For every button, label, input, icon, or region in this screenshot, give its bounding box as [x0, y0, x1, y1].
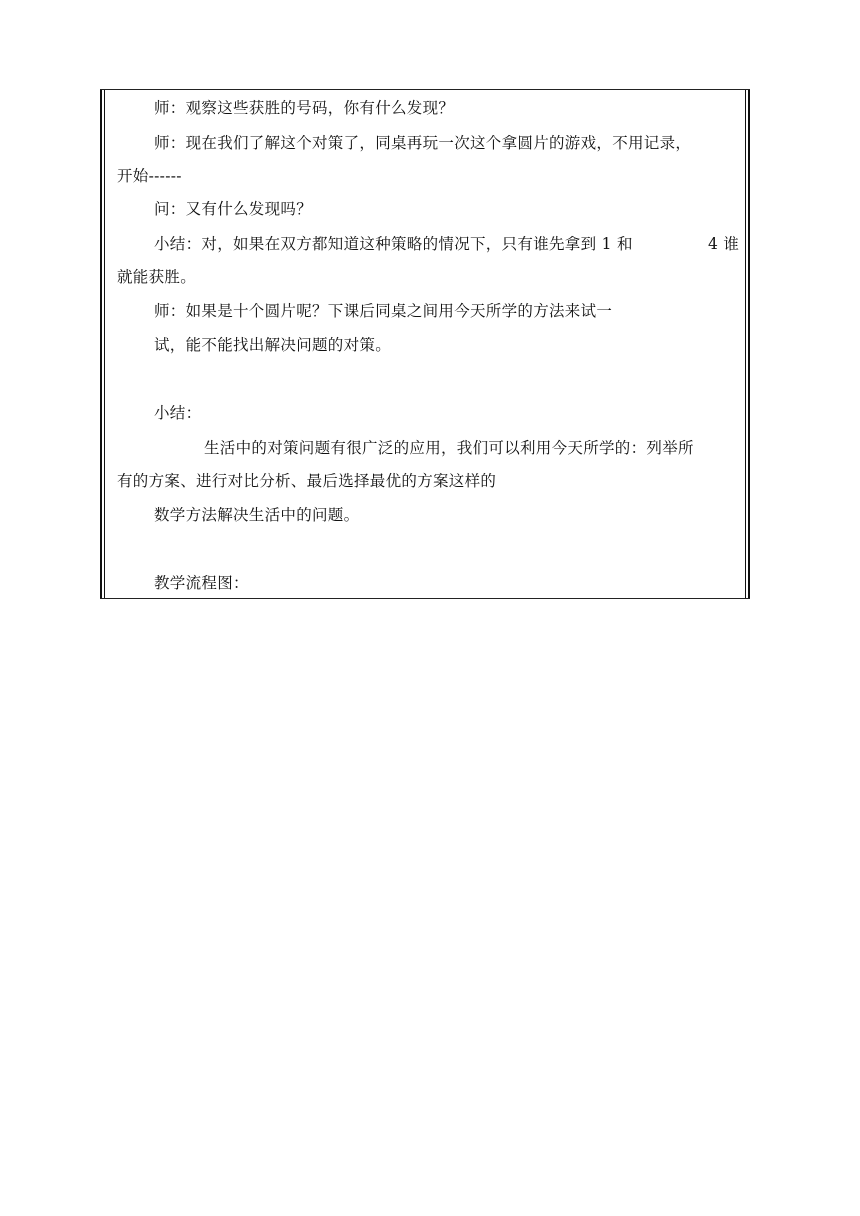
left-border-thick	[100, 90, 102, 598]
line-observe-numbers: 师：观察这些获胜的号码，你有什么发现？	[154, 99, 455, 117]
line-flowchart-heading: 教学流程图：	[154, 574, 249, 592]
left-border-thin	[104, 90, 105, 598]
line-summary-strategy: 小结：对，如果在双方都知道这种策略的情况下，只有谁先拿到 1 和	[154, 235, 633, 253]
line-summary-strategy-end: 4 谁	[708, 235, 740, 253]
line-question: 问：又有什么发现吗？	[154, 200, 313, 218]
line-summary-body-2: 有的方案、进行对比分析、最后选择最优的方案这样的	[117, 472, 497, 490]
line-play-again: 师：现在我们了解这个对策了，同桌再玩一次这个拿圆片的游戏，不用记录，	[154, 134, 692, 152]
line-ten-pieces: 师：如果是十个圆片呢？下课后同桌之间用今天所学的方法来试一	[154, 302, 613, 320]
right-border-thin	[745, 90, 746, 598]
line-summary-body-3: 数学方法解决生活中的问题。	[154, 506, 360, 524]
right-border-thick	[748, 90, 750, 598]
line-summary-heading: 小结：	[154, 404, 202, 422]
line-start: 开始------	[117, 167, 182, 185]
line-can-win: 就能获胜。	[117, 268, 197, 286]
line-summary-body-1: 生活中的对策问题有很广泛的应用，我们可以利用今天所学的：列举所	[204, 439, 694, 457]
line-find-strategy: 试，能不能找出解决问题的对策。	[154, 336, 392, 354]
